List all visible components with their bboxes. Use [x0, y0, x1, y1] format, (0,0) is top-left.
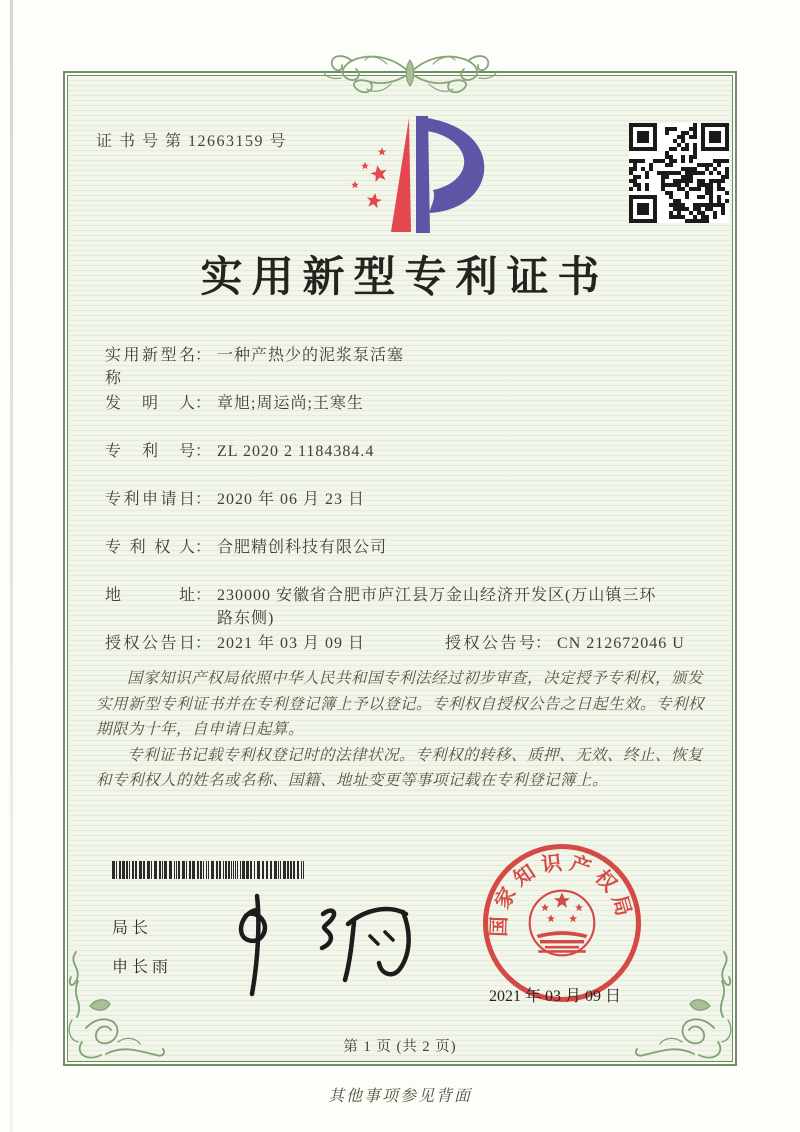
logo-red-wedge: [391, 118, 411, 232]
field-colon: ：: [195, 491, 212, 508]
field-value: 230000 安徽省合肥市庐江县万金山经济开发区(万山镇三环路东侧): [217, 587, 657, 627]
field-row-name: [105, 344, 725, 390]
field-row-patent-no: [105, 440, 725, 463]
field-value: ZL 2020 2 1184384.4: [217, 443, 375, 460]
field-value: 2020 年 06 月 23 日: [217, 491, 366, 508]
field-colon: ：: [195, 539, 212, 556]
seal-date: 2021 年 03 月 09 日: [489, 988, 622, 1005]
field-value: 章旭;周运尚;王寒生: [217, 395, 364, 412]
field-row-inventor: [105, 392, 725, 415]
field-colon: ：: [195, 635, 212, 652]
logo-p-stem: [416, 116, 430, 233]
field-label: 发明人: [105, 395, 195, 412]
barcode: [112, 861, 308, 879]
seal-national-emblem: [530, 891, 595, 956]
field-value: 一种产热少的泥浆泵活塞: [217, 347, 405, 364]
field-colon: ：: [195, 443, 212, 460]
field-row-filing-date: [105, 488, 725, 511]
field-label: 授权公告日: [105, 635, 195, 652]
signer-title: 局长: [112, 920, 153, 937]
field-colon: ：: [195, 587, 212, 604]
signer-block: [112, 915, 172, 977]
field-value: CN 212672046 U: [557, 635, 685, 652]
cnipa-logo: [332, 112, 492, 238]
field-label: 授权公告号: [445, 635, 535, 652]
scan-edge-shadow: [10, 0, 13, 1132]
seal-text-arc: 国家知识产权局: [488, 851, 636, 938]
certificate-title: 实用新型专利证书: [200, 255, 609, 301]
field-colon: ：: [195, 395, 212, 412]
field-label: 地址: [105, 587, 195, 604]
certificate-number: 证 书 号 第 12663159 号: [96, 133, 288, 150]
legal-body-text: [96, 666, 712, 794]
field-label: 专利权人: [105, 539, 195, 556]
field-row-address: [105, 584, 725, 630]
body-paragraph: 专利证书记载专利权登记时的法律状况。专利权的转移、质押、无效、终止、恢复和专利权人的姓名或名称、国籍、地址变更等事项记载在专利登记簿上。: [96, 746, 704, 789]
qr-code: [629, 123, 729, 223]
signature-handwriting: [226, 890, 426, 1002]
field-row-patentee: [105, 536, 725, 559]
body-paragraph: 国家知识产权局依照中华人民共和国专利法经过初步审查，决定授予专利权，颁发实用新型专利证书并在专利登记簿上予以登记。专利权自授权公告之日起生效。专利权期限为十年，自申请日起算。: [96, 670, 705, 738]
field-grant-number: [445, 632, 685, 655]
field-value: 合肥精创科技有限公司: [217, 539, 388, 556]
logo-stars: [351, 148, 389, 209]
signer-name: 申长雨: [112, 959, 173, 976]
field-label: 专利申请日: [105, 491, 195, 508]
field-colon: ：: [535, 635, 552, 652]
field-row-grant: [105, 632, 725, 655]
field-value: 2021 年 03 月 09 日: [217, 635, 366, 652]
back-note: 其他事项参见背面: [327, 1088, 472, 1105]
page-number: 第 1 页 (共 2 页): [343, 1039, 457, 1055]
field-label: 专利号: [105, 443, 195, 460]
field-colon: ：: [195, 347, 212, 364]
field-label: 实用新型名称: [105, 347, 195, 387]
logo-p-bowl: [426, 118, 484, 213]
